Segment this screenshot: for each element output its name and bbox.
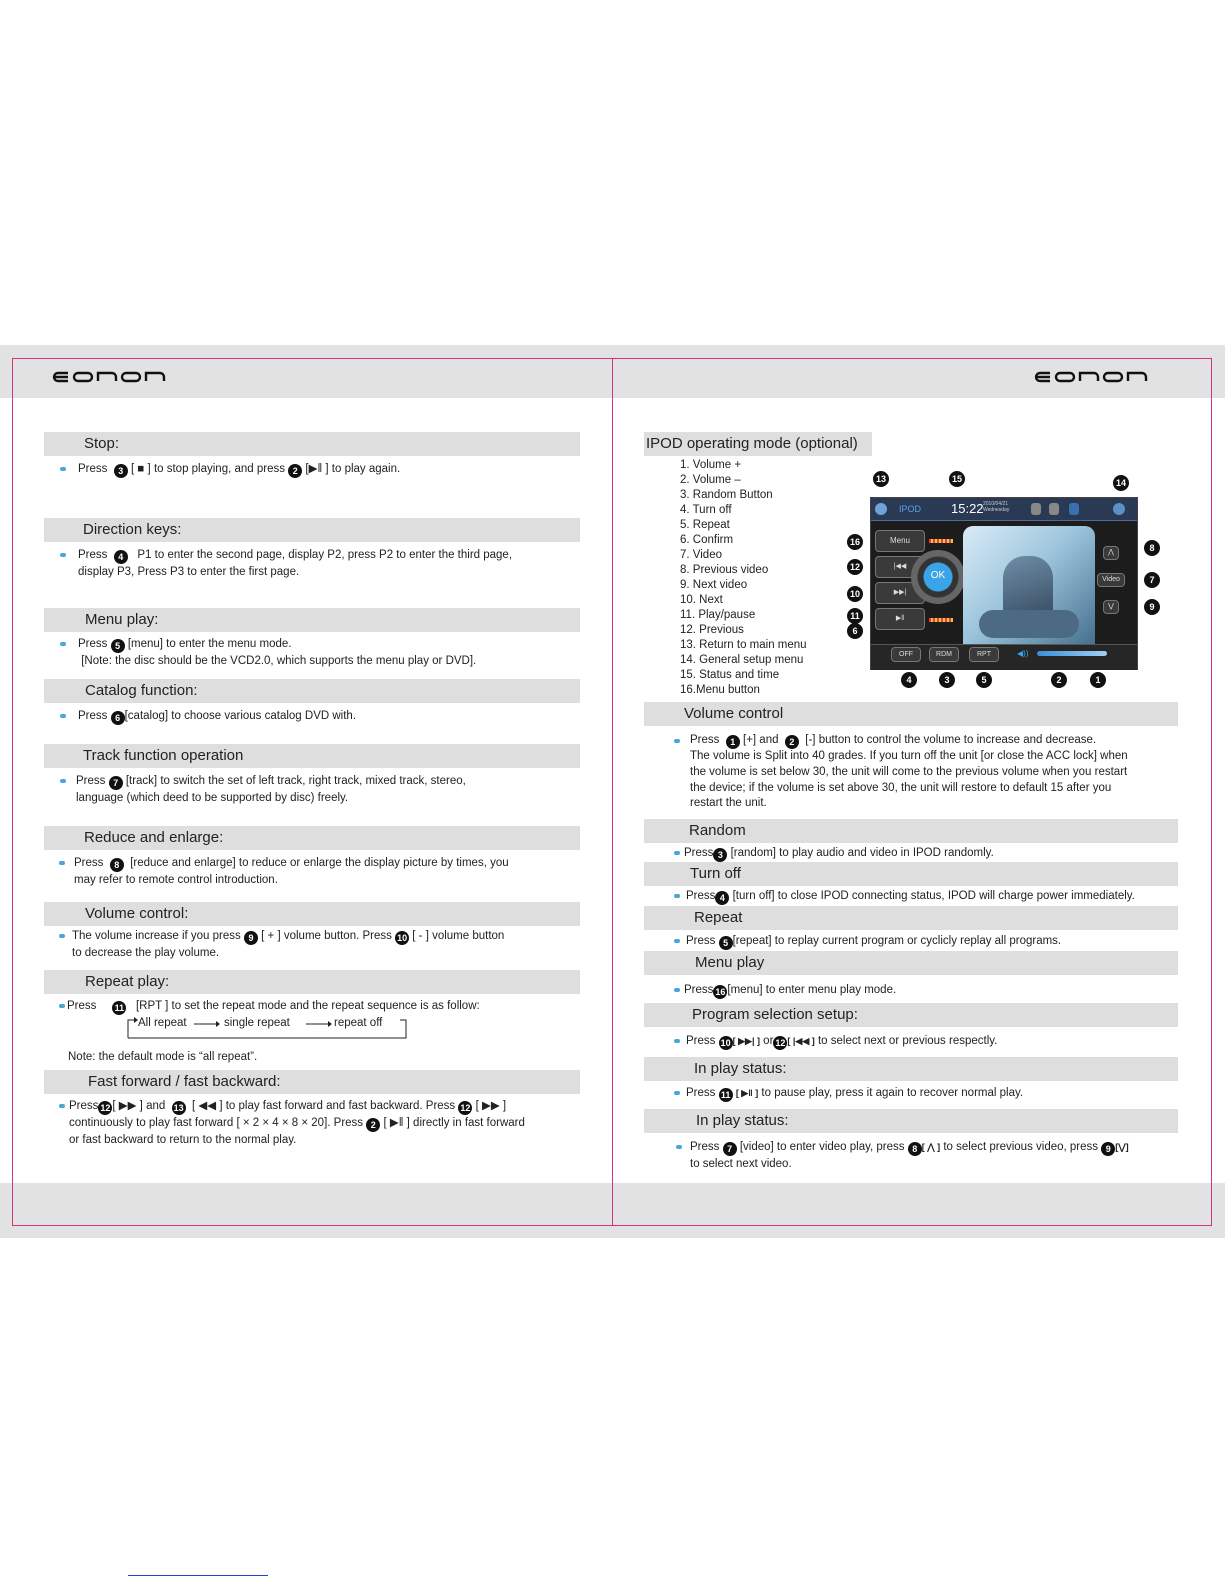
previous-video-button[interactable]: ⋀ bbox=[1103, 546, 1119, 560]
bullet bbox=[60, 467, 66, 471]
menuplay-text: Press 16 [menu] to enter menu play mode. bbox=[684, 984, 897, 997]
callout-marker: 10 bbox=[847, 586, 863, 602]
volume-text-left: The volume increase if you press 9 [ + ] volume button. Press 10 [ - ] volume button to decrease the play volume. bbox=[72, 930, 505, 959]
bullet bbox=[674, 739, 680, 743]
volume-slider[interactable] bbox=[1037, 651, 1107, 656]
list-item: 2. Volume – bbox=[680, 474, 741, 486]
volume-up-indicator bbox=[929, 539, 953, 543]
list-item: 13. Return to main menu bbox=[680, 639, 807, 651]
list-item: 9. Next video bbox=[680, 579, 748, 591]
next-button[interactable]: ▶▶| bbox=[875, 582, 925, 604]
ok-button[interactable]: OK bbox=[930, 570, 946, 581]
bullet bbox=[674, 1039, 680, 1043]
callout-marker: 1 bbox=[1090, 672, 1106, 688]
settings-icon bbox=[1113, 503, 1125, 515]
status-heading-2: In play status: bbox=[644, 1109, 1178, 1133]
ipod-mode-label: IPOD bbox=[899, 504, 922, 514]
volume-heading-right: Volume control bbox=[644, 702, 1178, 726]
random-heading: Random bbox=[644, 819, 1178, 843]
catalog-heading: Catalog function: bbox=[44, 679, 580, 703]
program-text: Press 10 [ ▶▶| ] or 12 [ |◀◀ ] to select next or previous respectly. bbox=[686, 1035, 998, 1048]
speaker-icon: ◀)) bbox=[1017, 649, 1029, 658]
random-text: Press 3 [random] to play audio and video in IPOD randomly. bbox=[684, 847, 994, 860]
ipod-button-list bbox=[680, 458, 807, 698]
bullet bbox=[674, 894, 680, 898]
list-item: 1. Volume + bbox=[680, 459, 742, 471]
rpt-button[interactable]: RPT bbox=[969, 647, 999, 662]
volume-text-right: Press 1 [+] and 2 [-] button to control the volume to increase and decrease. The volume is Split into 40 grades. If you turn off the unit [or close the ACC lock] when the volume is set below 30, the unit will come to the previous volume when you restart the device; if the volume is set above 30, the unit will restore to default 15 after you restart the unit. bbox=[690, 734, 1128, 810]
home-icon bbox=[875, 503, 887, 515]
bullet bbox=[60, 642, 66, 646]
callout-marker: 2 bbox=[1051, 672, 1067, 688]
robot-figure-art bbox=[979, 610, 1079, 638]
callout-marker: 9 bbox=[1144, 599, 1160, 615]
seq-all-repeat: All repeat bbox=[138, 1017, 187, 1029]
stop-text: Press 3 [ ■ ] to stop playing, and press 2 [▶‖ ] to play again. bbox=[78, 463, 401, 476]
callout-marker: 15 bbox=[949, 471, 965, 487]
clock-time: 15:22 bbox=[951, 501, 984, 516]
list-item: 4. Turn off bbox=[680, 504, 732, 516]
repeat-text-right: Press 5 [repeat] to replay current program or cyclicly replay all programs. bbox=[686, 935, 1062, 948]
callout-marker: 13 bbox=[873, 471, 889, 487]
menu-text: Press 5 [menu] to enter the menu mode. [Note: the disc should be the VCD2.0, which supports the menu play or DVD]. bbox=[78, 638, 477, 667]
list-item: 14. General setup menu bbox=[680, 654, 804, 666]
status-text-1: Press 11 [ ▶‖ ] to pause play, press it again to recover normal play. bbox=[686, 1087, 1024, 1100]
track-text: Press 7 [track] to switch the set of left track, right track, mixed track, stereo, language (which deed to be supported by disc) freely. bbox=[76, 775, 466, 804]
ff-text: Press 12 [ ▶▶ ] and 13 [ ◀◀ ] to play fast forward and fast backward. Press 12 [ ▶▶ ] continuously to play fast forward [ × 2 × 4 × 8 × 20]. Press 2 [ ▶‖ ] directly in fast forward or fast backward to return to the normal play. bbox=[69, 1100, 525, 1146]
bullet bbox=[59, 861, 65, 865]
callout-marker: 16 bbox=[847, 534, 863, 550]
brand-logo-right bbox=[1034, 369, 1160, 385]
list-item: 10. Next bbox=[680, 594, 723, 606]
callout-marker: 8 bbox=[1144, 540, 1160, 556]
reduce-heading: Reduce and enlarge: bbox=[44, 826, 580, 850]
ff-heading: Fast forward / fast backward: bbox=[44, 1070, 580, 1094]
list-item: 8. Previous video bbox=[680, 564, 769, 576]
status-icon bbox=[1031, 503, 1041, 515]
brand-logo-left bbox=[52, 369, 178, 385]
reduce-text: Press 8 [reduce and enlarge] to reduce or enlarge the display picture by times, you may refer to remote control introduction. bbox=[74, 857, 509, 886]
status-icon bbox=[1049, 503, 1059, 515]
repeat-note: Note: the default mode is “all repeat”. bbox=[68, 1051, 258, 1063]
seq-single-repeat: single repeat bbox=[224, 1017, 290, 1029]
bullet bbox=[59, 1004, 65, 1008]
status-heading-1: In play status: bbox=[644, 1057, 1178, 1081]
svg-text:eonon: eonon bbox=[52, 369, 55, 370]
bullet bbox=[60, 553, 66, 557]
callout-marker: 5 bbox=[976, 672, 992, 688]
repeat-sequence-diagram bbox=[124, 1014, 414, 1048]
bullet bbox=[674, 851, 680, 855]
turnoff-text: Press 4 [turn off] to close IPOD connecting status, IPOD will charge power immediately. bbox=[686, 890, 1135, 903]
previous-button[interactable]: |◀◀ bbox=[875, 556, 925, 578]
list-item: 16.Menu button bbox=[680, 684, 760, 696]
volume-down-indicator bbox=[929, 618, 953, 622]
track-heading: Track function operation bbox=[44, 744, 580, 768]
list-item: 6. Confirm bbox=[680, 534, 734, 546]
direction-text: Press 4 P1 to enter the second page, display P2, press P2 to enter the third page, display P3, Press P3 to enter the first page. bbox=[78, 549, 513, 578]
clock-date: 2010/04/21 Wednesday bbox=[983, 501, 1010, 513]
bullet bbox=[676, 1145, 682, 1149]
seq-repeat-off: repeat off bbox=[334, 1017, 383, 1029]
menu-button[interactable]: Menu bbox=[875, 530, 925, 552]
video-preview bbox=[963, 526, 1095, 654]
rdm-button[interactable]: RDM bbox=[929, 647, 959, 662]
repeat-heading-left: Repeat play: bbox=[44, 970, 580, 994]
menuplay-heading: Menu play bbox=[644, 951, 1178, 975]
bullet bbox=[60, 779, 66, 783]
callout-marker: 12 bbox=[847, 559, 863, 575]
menu-heading: Menu play: bbox=[44, 608, 580, 632]
ipod-heading: IPOD operating mode (optional) bbox=[644, 432, 872, 456]
bullet bbox=[674, 939, 680, 943]
ipod-screen-illustration bbox=[870, 497, 1138, 670]
list-item: 7. Video bbox=[680, 549, 722, 561]
list-item: 15. Status and time bbox=[680, 669, 780, 681]
bluetooth-icon bbox=[1069, 503, 1079, 515]
list-item: 12. Previous bbox=[680, 624, 744, 636]
callout-marker: 11 bbox=[847, 608, 863, 624]
callout-marker: 4 bbox=[901, 672, 917, 688]
off-button[interactable]: OFF bbox=[891, 647, 921, 662]
volume-heading-left: Volume control: bbox=[44, 902, 580, 926]
bullet bbox=[674, 1091, 680, 1095]
repeat-text-left: Press 11 [RPT ] to set the repeat mode and the repeat sequence is as follow: bbox=[67, 1000, 480, 1013]
callout-marker: 14 bbox=[1113, 475, 1129, 491]
list-item: 5. Repeat bbox=[680, 519, 730, 531]
video-button[interactable]: Video bbox=[1097, 573, 1125, 587]
direction-heading: Direction keys: bbox=[44, 518, 580, 542]
bullet bbox=[60, 714, 66, 718]
status-text-2: Press 7 [video] to enter video play, press 8 [ ⋀ ] to select previous video, press 9 [⋁] to select next video. bbox=[690, 1141, 1129, 1170]
callout-marker: 7 bbox=[1144, 572, 1160, 588]
callout-marker: 6 bbox=[847, 623, 863, 639]
list-item: 3. Random Button bbox=[680, 489, 773, 501]
bullet bbox=[674, 988, 680, 992]
next-video-button[interactable]: ⋁ bbox=[1103, 600, 1119, 614]
program-heading: Program selection setup: bbox=[644, 1003, 1178, 1027]
callout-marker: 3 bbox=[939, 672, 955, 688]
list-item: 11. Play/pause bbox=[680, 609, 756, 621]
stop-heading: Stop: bbox=[44, 432, 580, 456]
bullet bbox=[59, 1104, 65, 1108]
catalog-text: Press 6 [catalog] to choose various catalog DVD with. bbox=[78, 710, 357, 723]
footer-rule bbox=[128, 1575, 268, 1576]
repeat-heading-right: Repeat bbox=[644, 906, 1178, 930]
bullet bbox=[59, 934, 65, 938]
turnoff-heading: Turn off bbox=[644, 862, 1178, 886]
play-pause-button[interactable]: ▶‖ bbox=[875, 608, 925, 630]
